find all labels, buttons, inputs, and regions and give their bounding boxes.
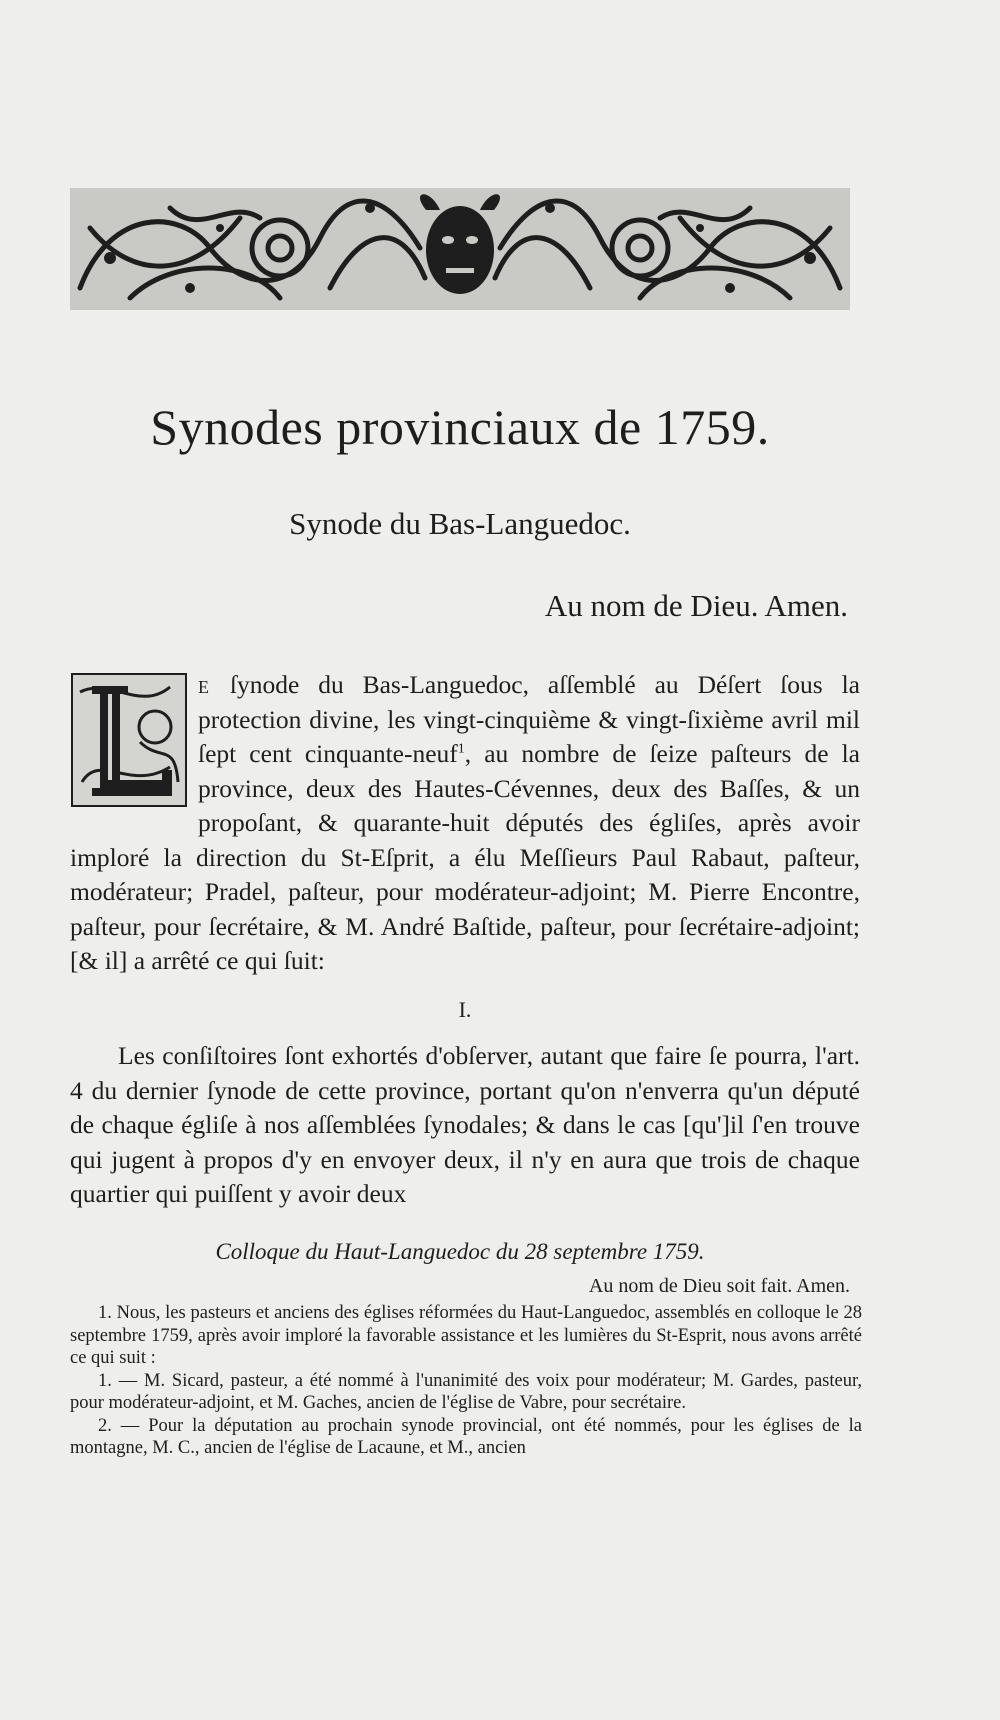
- footnote-paragraph: 1. Nous, les pasteurs et anciens des églises réformées du Haut-Languedoc, assemblés en colloque le 28 septembre 1759, après avoir imploré la favorable assistance et les lumières du St-Esprit, nous avons arrêté ce qui suit :: [70, 1303, 862, 1368]
- opening-text-2: , au nombre de ſeize paſteurs de la province, deux des Hautes-Cévennes, deux des Baſſes, & un propoſant, & quarante-huit députés des égliſes, après avoir imploré la direction du St-Eſprit, a élu Meſſieurs Paul Rabaut, paſteur, modérateur; Pradel, paſteur, pour modérateur-adjoint; M. Pierre Encontre, paſteur, pour ſecrétaire, & M. André Baſtide, paſteur, pour ſecrétaire-adjoint; [& il] a arrêté ce qui ſuit:: [70, 739, 860, 975]
- page-title: Synodes provinciaux de 1759.: [150, 399, 770, 455]
- opening-small-caps: e: [198, 670, 211, 699]
- article-number: I.: [458, 996, 472, 1022]
- footnote-marker: 1: [457, 741, 465, 757]
- footnote-paragraph: 1. — M. Sicard, pasteur, a été nommé à l'unanimité des voix pour modérateur; M. Gardes, pasteur, pour modérateur-adjoint, et M. Gaches, ancien de l'église de Vabre, pour secrétaire.: [70, 1370, 862, 1413]
- article-paragraph: Les conſiſtoires ſont exhortés d'obſerver, autant que faire ſe pourra, l'art. 4 du dernier ſynode de cette province, portant qu'on n'enverra qu'un député de chaque égliſe à nos aſſemblées ſynodales; & dans le cas [qu']il ſ'en trouve qui jugent à propos d'y en envoyer deux, il n'y en aura que trois de chaque quartier qui puiſſent y avoir deux: [70, 1041, 860, 1208]
- invocation: Au nom de Dieu. Amen.: [544, 588, 848, 623]
- foliage-headpiece-icon: [70, 188, 850, 310]
- synod-subtitle: Synode du Bas-Languedoc.: [289, 506, 631, 541]
- footnote-invocation: Au nom de Dieu soit fait. Amen.: [588, 1275, 850, 1297]
- opening-paragraph: [70, 668, 860, 979]
- main-text: [70, 668, 860, 1212]
- footnote-paragraph: 2. — Pour la députation au prochain synode provincial, ont été nommés, pour les églises de la montagne, M. C., ancien de l'église de Lacaune, et M., ancien: [70, 1415, 862, 1458]
- ornate-initial-l-icon: [70, 672, 188, 808]
- opening-text-1: ſynode du Bas-Languedoc, aſſemblé au Déſert ſous la protection divine, les vingt-cinquième & vingt-ſixième avril mil ſept cent cinquante-neuf: [198, 670, 860, 768]
- footnote-block: [70, 1302, 862, 1460]
- footnote-title: Colloque du Haut-Languedoc du 28 septembre 1759.: [215, 1239, 705, 1264]
